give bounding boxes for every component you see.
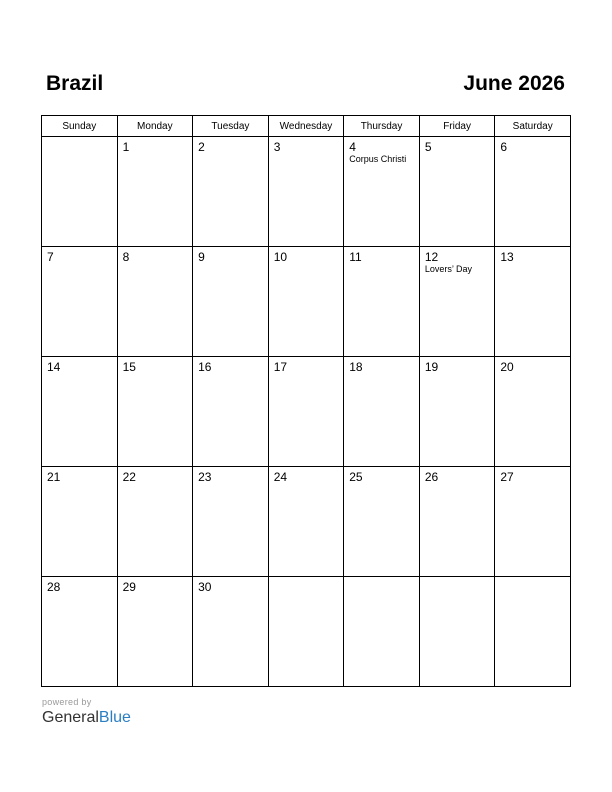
day-cell — [344, 137, 420, 247]
weekday-wednesday: Wednesday — [268, 116, 344, 137]
holiday-label: Lovers’ Day — [424, 264, 472, 274]
week-row — [42, 577, 571, 687]
day-cell — [419, 137, 495, 247]
day-cell — [268, 577, 344, 687]
day-cell — [117, 467, 193, 577]
day-number: 21 — [47, 470, 61, 484]
day-number: 17 — [273, 360, 288, 374]
day-cell — [117, 137, 193, 247]
powered-by-text: powered by — [42, 697, 92, 707]
weekday-monday: Monday — [117, 116, 193, 137]
week-row — [42, 357, 571, 467]
day-number: 23 — [198, 470, 212, 484]
day-number: 30 — [198, 580, 212, 594]
day-number — [42, 137, 117, 140]
day-number: 28 — [47, 580, 61, 594]
day-cell — [419, 577, 495, 687]
holiday-label: Corpus Christi — [349, 154, 407, 164]
day-cell — [193, 247, 269, 357]
day-number: 2 — [198, 140, 205, 154]
weekday-friday: Friday — [419, 116, 495, 137]
day-cell — [495, 247, 571, 357]
day-number: 20 — [500, 360, 514, 374]
day-cell — [344, 247, 420, 357]
day-cell — [419, 357, 495, 467]
day-number: 24 — [273, 470, 288, 484]
weekday-tuesday: Tuesday — [193, 116, 269, 137]
day-number: 1 — [122, 140, 130, 154]
day-cell — [42, 577, 118, 687]
day-cell — [42, 357, 118, 467]
day-number — [420, 577, 495, 580]
week-row — [42, 467, 571, 577]
day-number: 27 — [500, 470, 514, 484]
day-number: 4 — [349, 140, 356, 154]
day-cell — [495, 467, 571, 577]
day-cell — [42, 137, 118, 247]
week-row — [42, 137, 571, 247]
day-cell — [268, 357, 344, 467]
day-number: 5 — [424, 140, 432, 154]
country-title: Brazil — [46, 72, 104, 95]
day-cell — [344, 577, 420, 687]
day-cell — [193, 467, 269, 577]
footer-branding — [42, 697, 131, 728]
day-cell — [268, 247, 344, 357]
day-number: 16 — [198, 360, 212, 374]
calendar-grid — [41, 115, 571, 687]
day-cell — [117, 247, 193, 357]
day-number — [269, 577, 344, 580]
day-number: 8 — [122, 250, 130, 264]
day-cell — [193, 577, 269, 687]
day-number: 29 — [122, 580, 136, 594]
day-number: 12 — [424, 250, 439, 264]
day-cell — [495, 137, 571, 247]
day-number: 15 — [122, 360, 136, 374]
day-number: 18 — [349, 360, 363, 374]
weekday-header-row — [42, 116, 571, 137]
day-cell — [495, 357, 571, 467]
generalblue-logo[interactable] — [42, 708, 131, 728]
weekday-sunday: Sunday — [42, 116, 118, 137]
day-number: 25 — [349, 470, 363, 484]
day-cell — [42, 467, 118, 577]
month-title: June 2026 — [463, 72, 565, 95]
day-number: 10 — [273, 250, 288, 264]
day-cell — [117, 577, 193, 687]
brand-blue-text: Blue — [98, 709, 131, 726]
day-number: 7 — [47, 250, 54, 264]
day-number — [344, 577, 419, 580]
day-number: 13 — [500, 250, 514, 264]
weekday-thursday: Thursday — [344, 116, 420, 137]
day-number: 3 — [273, 140, 281, 154]
day-number: 19 — [424, 360, 439, 374]
day-number: 11 — [349, 250, 362, 264]
day-cell — [193, 357, 269, 467]
day-number: 22 — [122, 470, 136, 484]
day-cell — [42, 247, 118, 357]
day-cell — [193, 137, 269, 247]
day-cell — [495, 577, 571, 687]
day-cell — [268, 467, 344, 577]
day-number: 26 — [424, 470, 439, 484]
week-row — [42, 247, 571, 357]
day-cell — [117, 357, 193, 467]
day-number: 6 — [500, 140, 508, 154]
day-cell — [268, 137, 344, 247]
day-number: 14 — [47, 360, 61, 374]
day-number — [495, 577, 570, 580]
day-cell — [344, 357, 420, 467]
day-number: 9 — [198, 250, 205, 264]
brand-general-text: General — [42, 709, 99, 726]
day-cell — [419, 467, 495, 577]
day-cell — [344, 467, 420, 577]
weekday-saturday: Saturday — [495, 116, 571, 137]
day-cell — [419, 247, 495, 357]
